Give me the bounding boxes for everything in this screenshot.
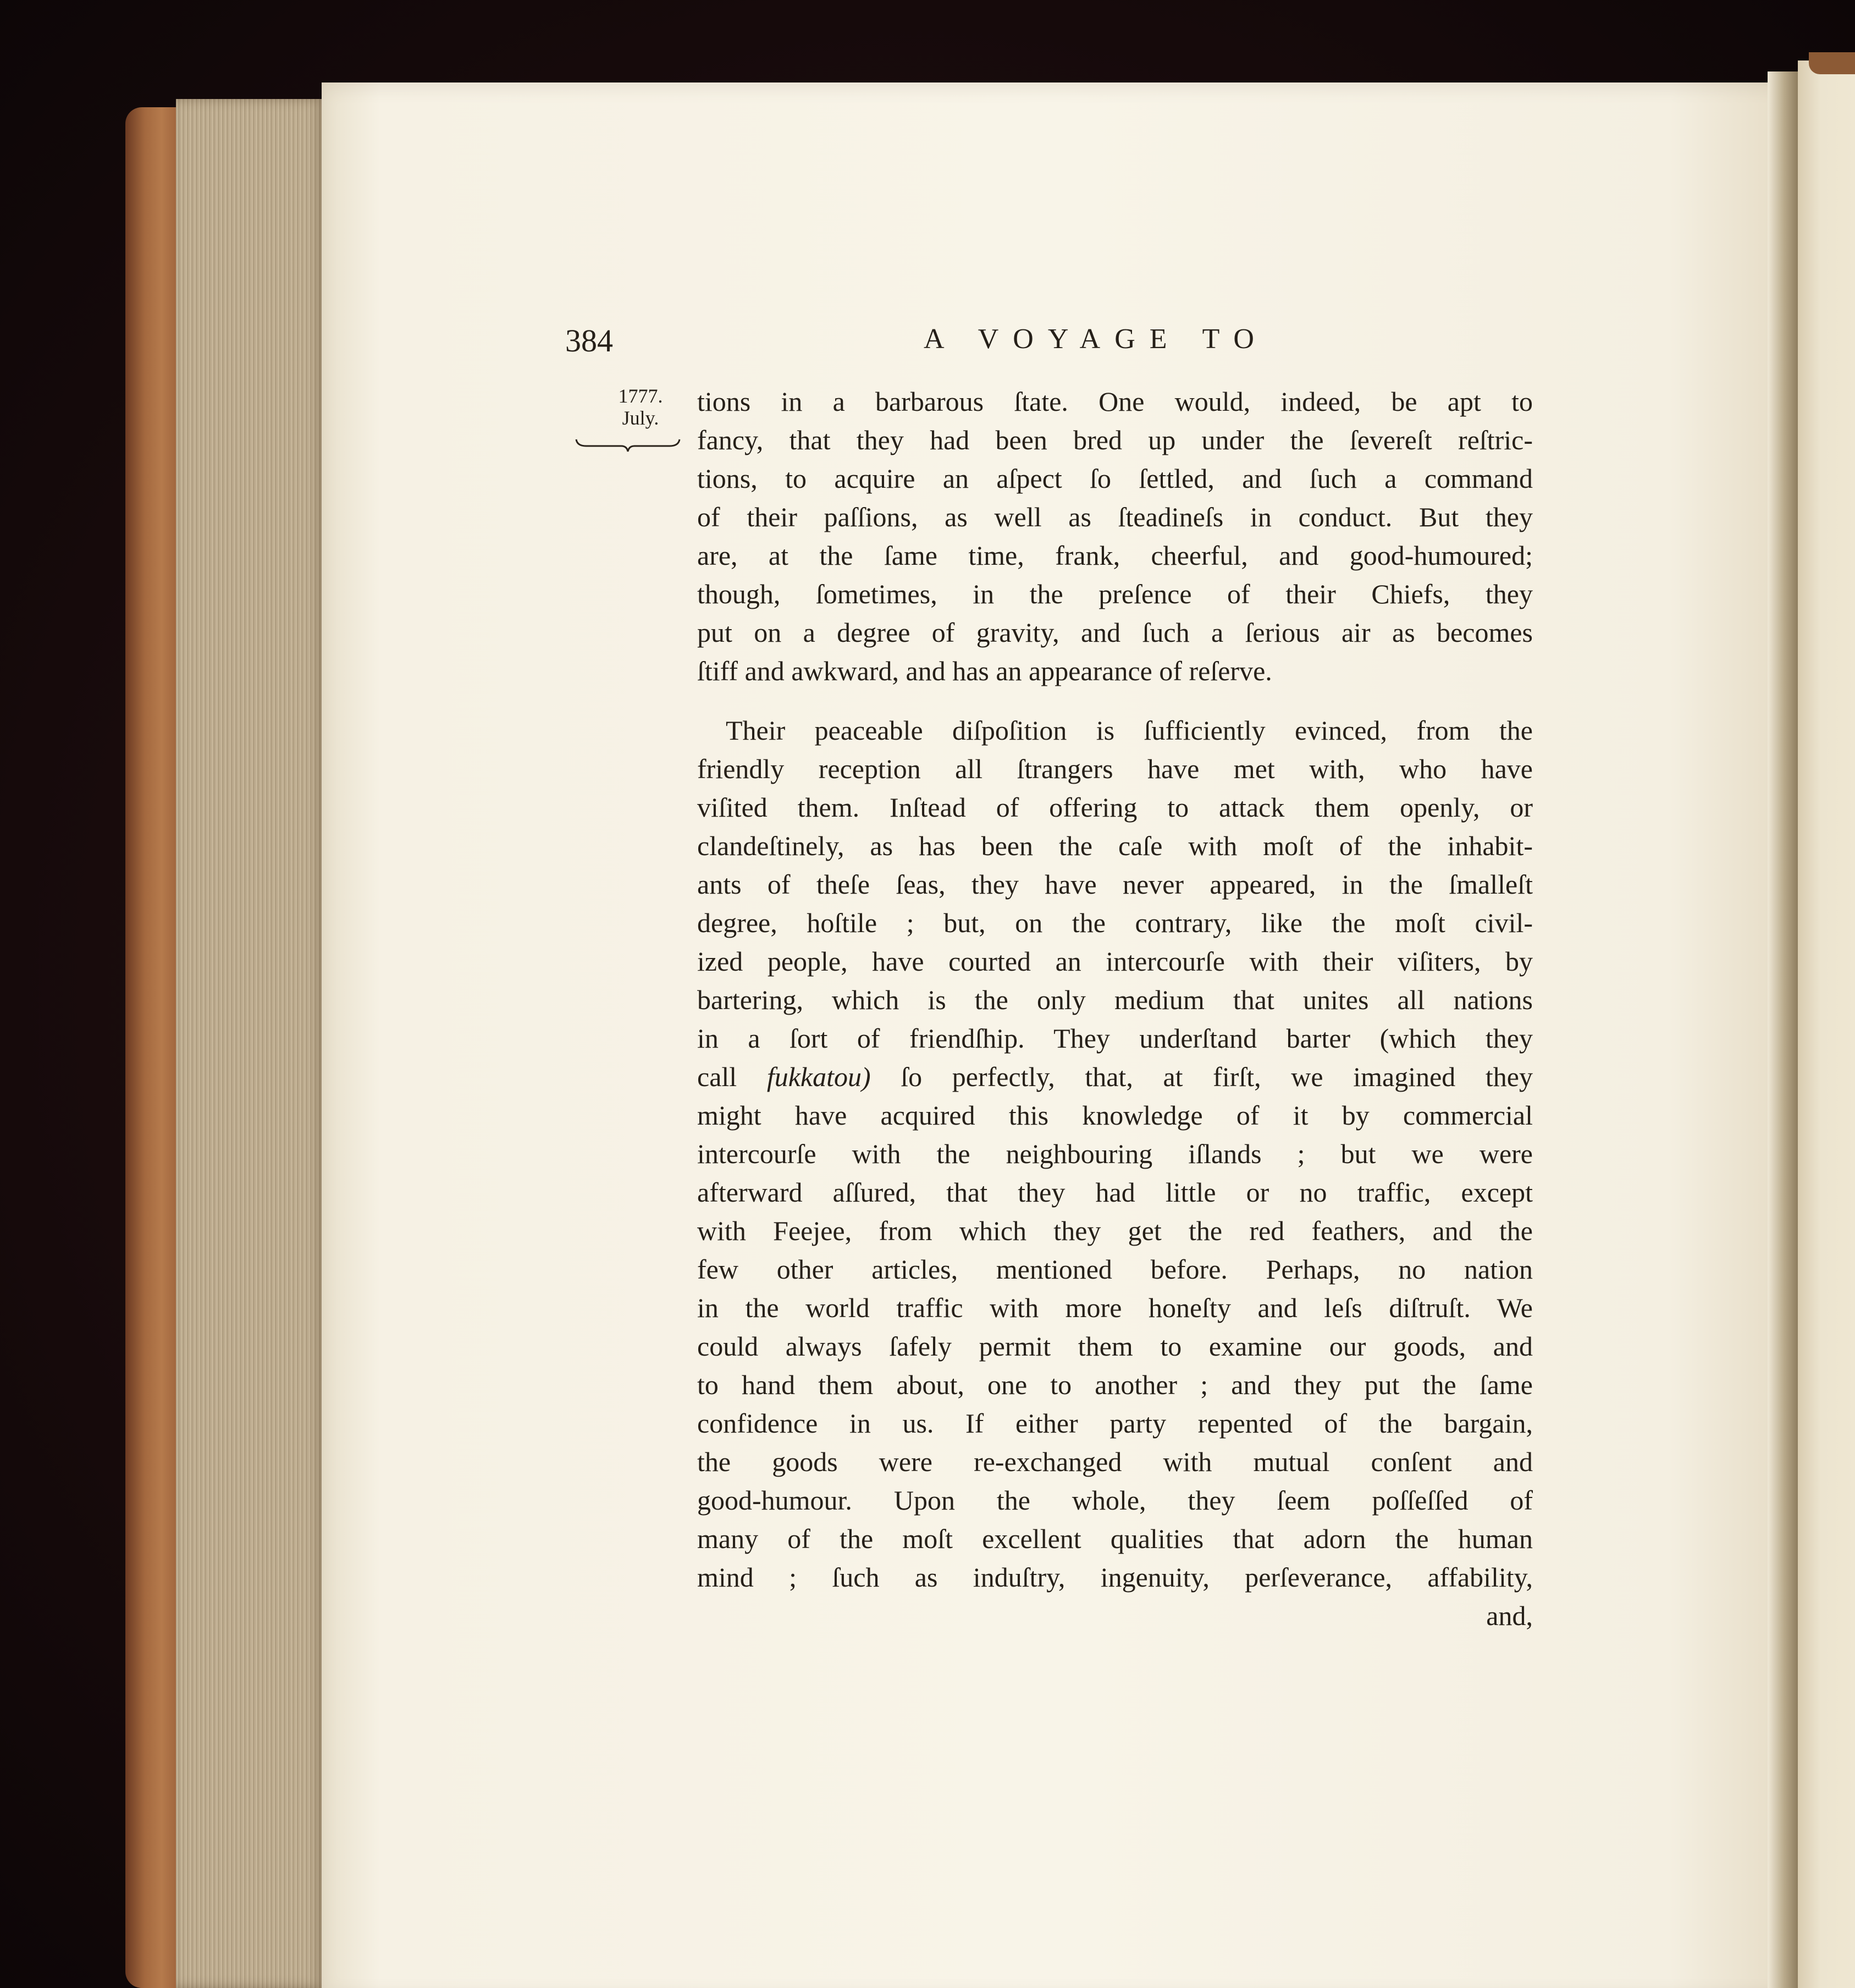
text-line: are, at the ſame time, frank, cheerful, and good-humoured; bbox=[697, 540, 1533, 571]
text-line: might have acquired this knowledge of it by commercial bbox=[697, 1100, 1533, 1131]
margin-note bbox=[591, 385, 690, 429]
margin-note-month: July. bbox=[622, 407, 659, 429]
text-line: confidence in us. If either party repented of the bargain, bbox=[697, 1408, 1533, 1439]
text-line: viſited them. Inſtead of offering to attack them openly, or bbox=[697, 792, 1533, 823]
italic-term: fukkatou) bbox=[766, 1061, 871, 1092]
text-line: ants of theſe ſeas, they have never appeared, in the ſmalleſt bbox=[697, 869, 1533, 900]
paragraph-gap bbox=[697, 690, 1533, 711]
text-line: degree, hoſtile ; but, on the contrary, like the moſt civil- bbox=[697, 907, 1533, 938]
text-line: though, ſometimes, in the preſence of their Chiefs, they bbox=[697, 579, 1533, 609]
text-line: many of the moſt excellent qualities that adorn the human bbox=[697, 1523, 1533, 1554]
text-line: ſtiff and awkward, and has an appearance of reſerve. bbox=[697, 656, 1272, 686]
margin-brace-icon bbox=[573, 437, 683, 454]
text-line: with Feejee, from which they get the red feathers, and the bbox=[697, 1215, 1533, 1246]
text-line: tions in a barbarous ſtate. One would, indeed, be apt to bbox=[697, 386, 1533, 417]
text-line: ized people, have courted an intercourſe with their viſiters, by bbox=[697, 946, 1533, 977]
text-line: afterward aſſured, that they had little or no traffic, except bbox=[697, 1177, 1533, 1208]
text-line: clandeſtinely, as has been the caſe with moſt of the inhabit- bbox=[697, 830, 1533, 861]
page-edges bbox=[176, 99, 324, 1988]
book-gutter bbox=[1768, 71, 1801, 1988]
facing-page-edge bbox=[1798, 60, 1855, 1988]
text-line: fancy, that they had been bred up under the ſevereſt reſtric- bbox=[697, 425, 1533, 455]
text-line: mind ; ſuch as induſtry, ingenuity, perſeverance, affability, bbox=[697, 1562, 1533, 1593]
text-line: put on a degree of gravity, and ſuch a ſerious air as becomes bbox=[697, 617, 1533, 648]
running-head: A VOYAGE TO bbox=[924, 323, 1268, 355]
text-line: good-humour. Upon the whole, they ſeem poſſeſſed of bbox=[697, 1485, 1533, 1516]
text-line: to hand them about, one to another ; and they put the ſame bbox=[697, 1369, 1533, 1400]
margin-note-year: 1777. bbox=[618, 385, 663, 407]
text-line: intercourſe with the neighbouring iſlands ; but we were bbox=[697, 1138, 1533, 1169]
text-line: of their paſſions, as well as ſteadineſs in conduct. But they bbox=[697, 502, 1533, 532]
text-fragment: ſo perfectly, that, at firſt, we imagined they bbox=[870, 1061, 1533, 1092]
book-cover-right bbox=[1809, 52, 1855, 74]
text-line: in the world traffic with more honeſty and leſs diſtruſt. We bbox=[697, 1292, 1533, 1323]
text-line: Their peaceable diſpoſition is ſufficiently evinced, from the bbox=[726, 715, 1533, 746]
text-line: friendly reception all ſtrangers have met with, who have bbox=[697, 753, 1533, 784]
text-line: bartering, which is the only medium that unites all nations bbox=[697, 984, 1533, 1015]
text-line: tions, to acquire an aſpect ſo ſettled, and ſuch a command bbox=[697, 463, 1533, 494]
text-line: could always ſafely permit them to examine our goods, and bbox=[697, 1331, 1533, 1362]
text-line-fukkatou bbox=[697, 1058, 1533, 1096]
page-number: 384 bbox=[565, 323, 613, 359]
body-text bbox=[697, 382, 1533, 1635]
text-line: few other articles, mentioned before. Perhaps, no nation bbox=[697, 1254, 1533, 1285]
text-fragment: call bbox=[697, 1061, 767, 1092]
text-line: the goods were re-exchanged with mutual conſent and bbox=[697, 1446, 1533, 1477]
text-line: in a ſort of friendſhip. They underſtand barter (which they bbox=[697, 1023, 1533, 1054]
catchword: and, bbox=[1486, 1600, 1533, 1631]
